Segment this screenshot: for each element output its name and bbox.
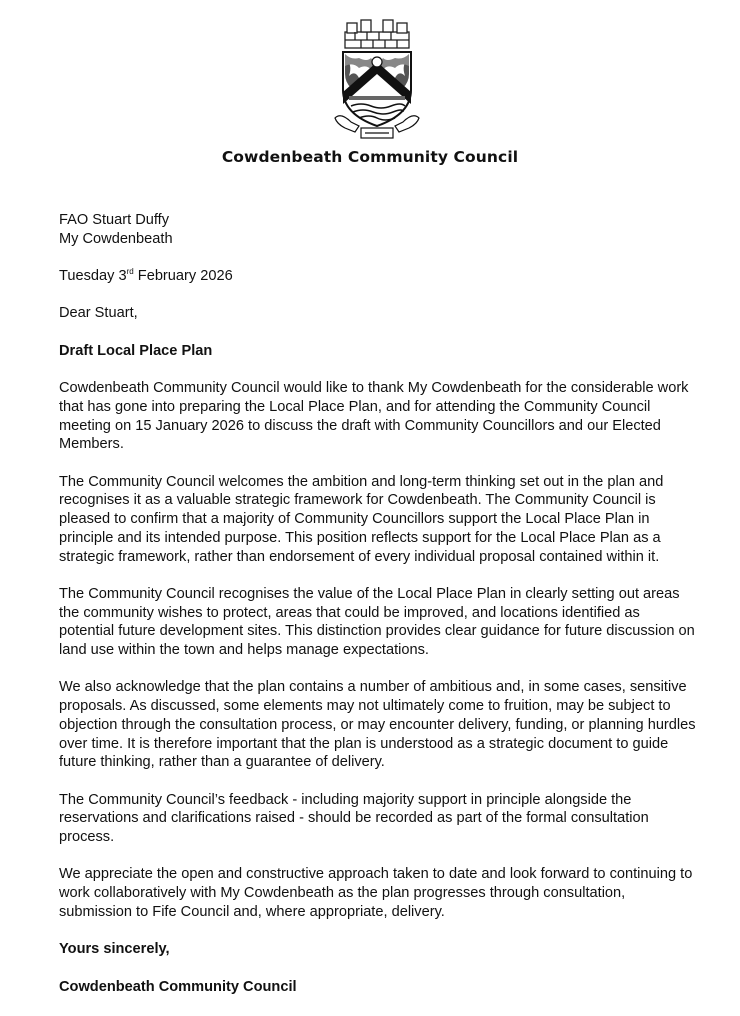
subject-heading: Draft Local Place Plan: [59, 342, 213, 359]
salutation: Dear Stuart,: [59, 305, 138, 322]
recipient-name: FAO Stuart Duffy: [59, 212, 170, 228]
paragraph: We also acknowledge that the plan contains a number of ambitious and, in some cases, sensitive proposals. As discussed, some elements may not ultimately come to fruition, may be subject to objection through the consultation process, or may encounter delivery, funding, or planning hurdles over time. It is therefore important that the plan is understood as a strategic document to guide future thinking, rather than a guarantee of delivery.: [59, 679, 696, 771]
organisation-heading: Cowdenbeath Community Council: [221, 148, 519, 166]
paragraph: We appreciate the open and constructive approach taken to date and look forward to continuing to work collaboratively with My Cowdenbeath as the plan progresses through consultation, submission to Fife Council and, where appropriate, delivery.: [59, 866, 693, 920]
letter-date: [59, 267, 699, 286]
paragraph: The Community Council recognises the value of the Local Place Plan in clearly setting out areas the community wishes to protect, areas that could be improved, and locations identified as potential future development sites. This distinction provides clear guidance for future discussion on land use within the town and helps manage expectations.: [59, 585, 695, 659]
council-crest-icon: [331, 18, 423, 142]
letter-body: [59, 211, 699, 996]
signature: Cowdenbeath Community Council: [59, 978, 297, 995]
date-ordinal: rd: [126, 267, 134, 277]
closing: Yours sincerely,: [59, 941, 170, 958]
paragraph: Cowdenbeath Community Council would like to thank My Cowdenbeath for the considerable work that has gone into preparing the Local Place Plan, and for attending the Community Council meeting on 15 January 2026 to discuss the draft with Community Councillors and our Elected Members.: [59, 380, 689, 453]
paragraph: The Community Council’s feedback - including majority support in principle alongside the reservations and clarifications raised - should be recorded as part of the formal consultation process.: [59, 791, 649, 846]
date-rest: February 2026: [133, 268, 233, 285]
recipient-organisation: My Cowdenbeath: [59, 230, 173, 247]
paragraph: The Community Council welcomes the ambition and long-term thinking set out in the plan and recognises it as a valuable strategic framework for Cowdenbeath. The Community Council is pleased to confirm that a majority of Community Councillors support the Local Place Plan in principle and its intended purpose. This position reflects support for the Local Place Plan as a strategic framework, rather than endorsement of every individual proposal contained within it.: [59, 473, 664, 565]
date-day: Tuesday 3: [59, 268, 127, 285]
